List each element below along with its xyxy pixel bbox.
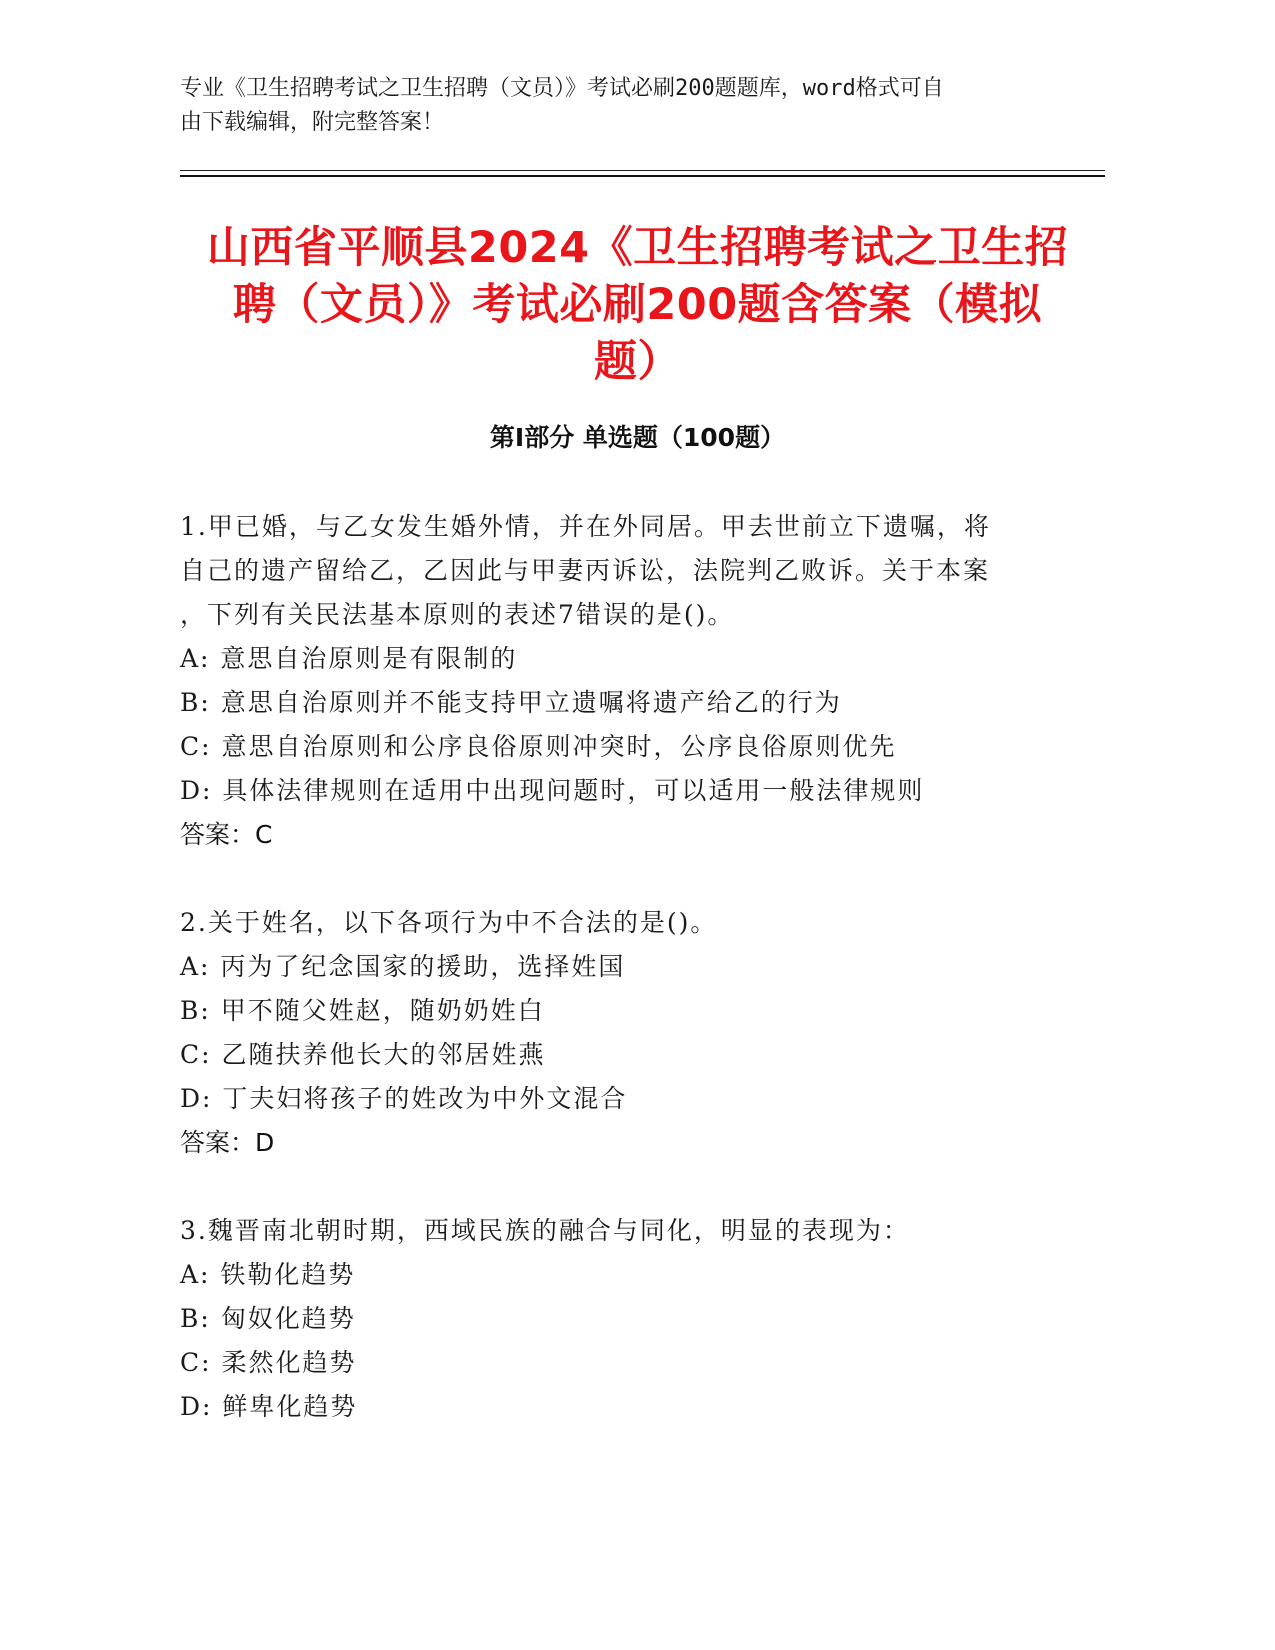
question-2 — [180, 901, 1120, 1165]
header-note — [180, 72, 1080, 140]
question-stem-line: 3.魏晋南北朝时期，西域民族的融合与同化，明显的表现为： — [180, 1216, 910, 1245]
answer-line: 答案：D — [180, 1128, 275, 1157]
option-d: D: 具体法律规则在适用中出现问题时，可以适用一般法律规则 — [180, 776, 925, 805]
option-c: C: 意思自治原则和公序良俗原则冲突时，公序良俗原则优先 — [180, 732, 897, 761]
question-3 — [180, 1209, 1120, 1429]
option-a: A: 丙为了纪念国家的援助，选择姓国 — [180, 952, 626, 981]
option-d: D: 丁夫妇将孩子的姓改为中外文混合 — [180, 1084, 628, 1113]
question-stem-line: 1.甲已婚，与乙女发生婚外情，并在外同居。甲去世前立下遗嘱，将 — [180, 512, 991, 541]
document-title-line-2: 聘（文员）》考试必刷200题含答案（模拟 — [232, 280, 1043, 330]
question-stem-line: ，下列有关民法基本原则的表述7错误的是()。 — [180, 600, 735, 629]
header-rule-top — [180, 170, 1105, 171]
question-stem-line: 自己的遗产留给乙，乙因此与甲妻丙诉讼，法院判乙败诉。关于本案 — [180, 556, 991, 585]
header-note-line-1: 专业《卫生招聘考试之卫生招聘（文员）》考试必刷200题题库，word格式可自 — [180, 76, 944, 101]
header-note-line-2: 由下载编辑，附完整答案！ — [180, 110, 445, 135]
section-heading: 第Ⅰ部分 单选题（100题） — [489, 423, 786, 452]
option-c: C: 乙随扶养他长大的邻居姓燕 — [180, 1040, 546, 1069]
question-stem-line: 2.关于姓名，以下各项行为中不合法的是()。 — [180, 908, 718, 937]
question-list — [180, 505, 1120, 1429]
option-d: D: 鲜卑化趋势 — [180, 1392, 358, 1421]
option-b: B: 意思自治原则并不能支持甲立遗嘱将遗产给乙的行为 — [180, 688, 842, 717]
option-b: B: 匈奴化趋势 — [180, 1304, 356, 1333]
option-a: A: 意思自治原则是有限制的 — [180, 644, 518, 673]
document-title-line-1: 山西省平顺县2024《卫生招聘考试之卫生招 — [206, 223, 1069, 273]
option-c: C: 柔然化趋势 — [180, 1348, 357, 1377]
option-a: A: 铁勒化趋势 — [180, 1260, 356, 1289]
option-b: B: 甲不随父姓赵，随奶奶姓白 — [180, 996, 545, 1025]
document-title-line-3: 题） — [594, 337, 681, 387]
document-title — [150, 220, 1125, 391]
header-rule-bottom — [180, 175, 1105, 177]
question-1 — [180, 505, 1120, 857]
answer-line: 答案：C — [180, 820, 273, 849]
